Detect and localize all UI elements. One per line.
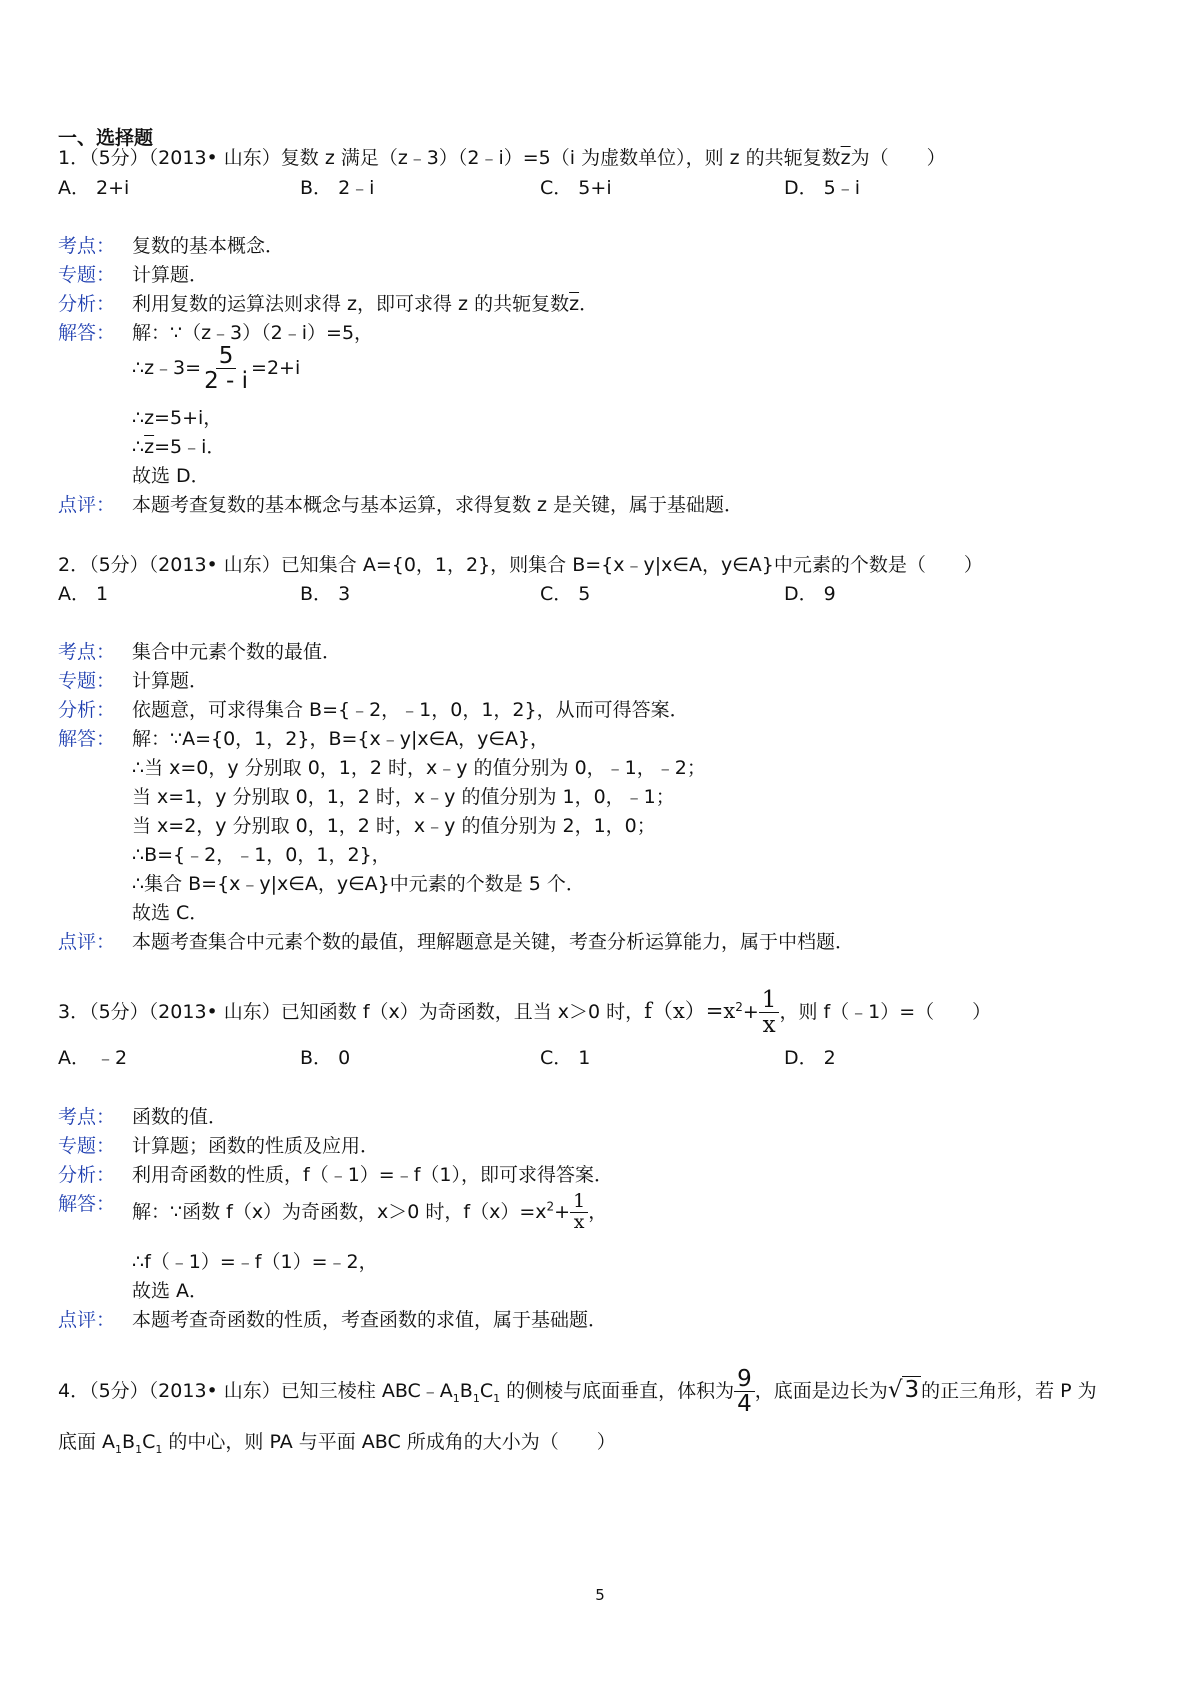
q2-jieda-label: 解答： <box>58 728 116 750</box>
q2-zhuanti-label: 专题： <box>58 670 116 692</box>
q4-volume-den: 4 <box>737 1391 752 1418</box>
q1-stem-text: 1．（5分）（2013• 山东）复数 z 满足（z﹣3）（2﹣i）=5（i 为虚数单位），则 z 的共轭复数 <box>58 147 841 169</box>
q4-letter-b: B <box>459 1380 473 1403</box>
q3-sol-den: x <box>573 1210 585 1233</box>
q4-line2-text: 底面 A <box>58 1431 116 1453</box>
q3-dianping-label: 点评： <box>58 1309 116 1331</box>
q4-stem <box>58 1367 1097 1416</box>
q2-sol-line: 解：∵A={0，1，2}，B={x﹣y|x∈A，y∈A}， <box>132 728 550 750</box>
q1-fraction <box>201 344 251 393</box>
q3-kaodian-label: 考点： <box>58 1106 116 1128</box>
q3-sol1-end: ， <box>588 1200 608 1223</box>
q1-sol4-therefore: ∴ <box>132 436 145 458</box>
q4-letter-c: C <box>479 1380 494 1403</box>
q1-zhuanti-label: 专题： <box>58 264 116 286</box>
q1-dianping: 本题考查复数的基本概念与基本运算，求得复数 z 是关键，属于基础题． <box>132 494 744 516</box>
q2-fenxi: 依题意，可求得集合 B={﹣2，﹣1，0，1，2}，从而可得答案． <box>132 699 689 721</box>
q3-fenxi-label: 分析： <box>58 1164 116 1186</box>
q4-sub: 1 <box>472 1391 480 1405</box>
q3-option-c: C． 1 <box>540 1047 591 1069</box>
q2-option-a: A． 1 <box>58 583 109 605</box>
q3-sol1-plus: + <box>554 1200 571 1223</box>
q3-stem-text: 3．（5分）（2013• 山东）已知函数 f（x）为奇函数，且当 x＞0 时， <box>58 1001 645 1024</box>
q4-sub: 1 <box>115 1442 123 1456</box>
q1-sol4-value: =5﹣i． <box>154 436 226 458</box>
q2-sol-line: ∴集合 B={x﹣y|x∈A，y∈A}中元素的个数是 5 个． <box>132 873 585 895</box>
q1-stem-end: 为（ ） <box>850 147 946 169</box>
q3-exponent: 2 <box>735 999 743 1014</box>
q1-sol2-right: =2+i <box>251 357 301 380</box>
q2-sol-line: 当 x=2，y 分别取 0，1，2 时，x﹣y 的值分别为 2，1，0； <box>132 815 656 837</box>
q4-letter-b: B <box>122 1431 136 1453</box>
q2-option-b: B． 3 <box>300 583 351 605</box>
q1-jieda-label: 解答： <box>58 322 116 344</box>
q2-kaodian-label: 考点： <box>58 641 116 663</box>
q1-conjugate-z: $\overline{z}$ <box>840 147 851 169</box>
q2-sol-line: ∴当 x=0，y 分别取 0，1，2 时，x﹣y 的值分别为 0，﹣1，﹣2； <box>132 757 706 779</box>
q2-stem: 2．（5分）（2013• 山东）已知集合 A={0，1，2}，则集合 B={x﹣y|x∈A，y∈A}中元素的个数是（ ） <box>58 554 983 576</box>
q2-fenxi-label: 分析： <box>58 699 116 721</box>
q1-fenxi-label: 分析： <box>58 293 116 315</box>
q3-option-b: B． 0 <box>300 1047 351 1069</box>
q2-option-c: C． 5 <box>540 583 591 605</box>
q1-option-b: B． 2﹣i <box>300 177 375 199</box>
q4-sqrt-radicand: 3 <box>904 1377 920 1404</box>
q3-sol-1 <box>132 1192 607 1233</box>
q4-stem-end: 的正三角形，若 P 为 <box>921 1380 1097 1403</box>
q4-volume-fraction <box>734 1367 755 1416</box>
q3-zhuanti: 计算题；函数的性质及应用． <box>132 1135 380 1157</box>
q2-sol-line: 故选 C． <box>132 902 209 924</box>
q1-zhuanti: 计算题． <box>132 264 209 286</box>
q3-stem-den: x <box>762 1012 776 1039</box>
q3-fx: f（x）=x <box>644 999 736 1024</box>
q3-option-a: A． ﹣2 <box>58 1047 128 1069</box>
q1-option-c: C． 5+i <box>540 177 612 199</box>
q4-stem-volume: 的侧棱与底面垂直，体积为 <box>500 1380 735 1403</box>
q3-zhuanti-label: 专题： <box>58 1135 116 1157</box>
q1-fenxi-text: 利用复数的运算法则求得 z，即可求得 z 的共轭复数 <box>132 293 570 315</box>
q4-line2-end: 的中心，则 PA 与平面 ABC 所成角的大小为（ ） <box>162 1431 616 1453</box>
q2-sol-line: 当 x=1，y 分别取 0，1，2 时，x﹣y 的值分别为 1，0，﹣1； <box>132 786 675 808</box>
q1-kaodian-label: 考点： <box>58 235 116 257</box>
q4-sqrt: √3 <box>887 1377 920 1404</box>
q4-sub: 1 <box>135 1442 143 1456</box>
q3-sol-3: 故选 A． <box>132 1280 209 1302</box>
q3-plus: + <box>742 1001 759 1024</box>
q3-stem-fraction <box>759 988 780 1037</box>
q4-stem-line2 <box>58 1430 616 1462</box>
q1-sol-2 <box>132 344 300 393</box>
q1-sol-1: 解：∵（z﹣3）（2﹣i）=5， <box>132 322 374 344</box>
q3-option-d: D． 2 <box>784 1047 836 1069</box>
q2-sol-line: ∴B={﹣2，﹣1，0，1，2}， <box>132 844 391 866</box>
q3-sol1-text: 解：∵函数 f（x）为奇函数，x＞0 时，f（x）=x <box>132 1200 547 1223</box>
q4-sub: 1 <box>493 1391 501 1405</box>
q3-sol-2: ∴f（﹣1）=﹣f（1）=﹣2， <box>132 1251 378 1273</box>
q3-stem-num: 1 <box>759 988 780 1013</box>
q3-stem <box>58 988 991 1037</box>
q4-stem-side: ，底面是边长为 <box>754 1380 888 1403</box>
q3-sol-num: 1 <box>570 1192 588 1213</box>
q1-fenxi-end: ． <box>579 293 599 315</box>
q1-stem <box>58 146 946 170</box>
q3-sol1-exponent: 2 <box>546 1199 555 1214</box>
section-title: 一、选择题 <box>58 127 154 149</box>
q3-sol-fraction <box>570 1192 588 1233</box>
q1-sol-5: 故选 D． <box>132 465 210 487</box>
q4-sub: 1 <box>155 1442 163 1456</box>
q3-kaodian: 函数的值． <box>132 1106 228 1128</box>
q4-sub: 1 <box>452 1391 460 1405</box>
q1-fraction-num: 5 <box>216 344 237 369</box>
q3-stem-end: ，则 f（﹣1）=（ ） <box>779 1001 992 1024</box>
q1-fenxi-conj-z: $\overline{z}$ <box>569 293 580 315</box>
q3-jieda-label: 解答： <box>58 1193 116 1215</box>
q2-kaodian: 集合中元素个数的最值． <box>132 641 342 663</box>
q1-option-d: D． 5﹣i <box>784 177 861 199</box>
q1-sol2-left: ∴z﹣3= <box>132 357 202 380</box>
q4-letter-c: C <box>142 1431 156 1453</box>
q2-option-d: D． 9 <box>784 583 836 605</box>
q4-volume-num: 9 <box>734 1367 755 1392</box>
q1-fenxi <box>132 292 598 316</box>
q1-option-a: A． 2+i <box>58 177 130 199</box>
page-number: 5 <box>595 1586 605 1604</box>
q1-sol4-conj-z: $\overline{z}$ <box>144 436 155 458</box>
q1-sol-4 <box>132 435 225 459</box>
q1-dianping-label: 点评： <box>58 494 116 516</box>
q2-dianping: 本题考查集合中元素个数的最值，理解题意是关键，考查分析运算能力，属于中档题． <box>132 931 855 953</box>
q1-kaodian: 复数的基本概念． <box>132 235 285 257</box>
q2-zhuanti: 计算题． <box>132 670 209 692</box>
q3-dianping: 本题考查奇函数的性质，考查函数的求值，属于基础题． <box>132 1309 608 1331</box>
q2-dianping-label: 点评： <box>58 931 116 953</box>
q1-sol-3: ∴z=5+i， <box>132 407 223 429</box>
q4-stem-text: 4．（5分）（2013• 山东）已知三棱柱 ABC﹣A <box>58 1380 453 1403</box>
q3-fenxi: 利用奇函数的性质，f（﹣1）=﹣f（1），即可求得答案． <box>132 1164 613 1186</box>
q1-fraction-den: 2 - i <box>204 368 249 395</box>
